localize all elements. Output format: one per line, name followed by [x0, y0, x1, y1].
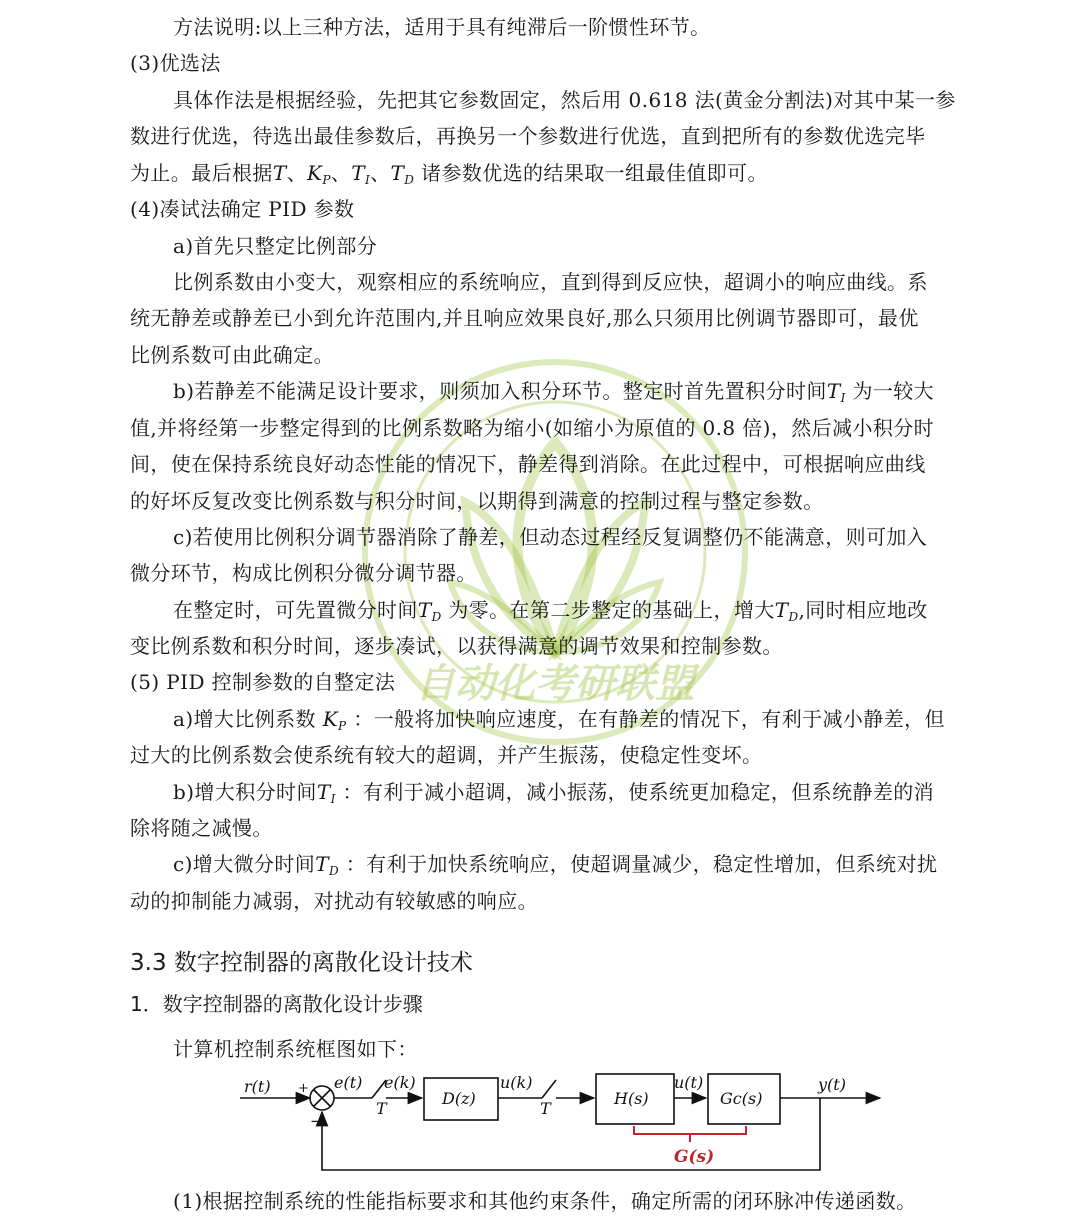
- text-fragment: ：一般将加快响应速度，在有静差的情况下，有利于减小静差，但: [353, 707, 945, 731]
- symbol-K: K: [306, 161, 323, 185]
- text-fragment: b)增大积分时间: [173, 780, 317, 804]
- subscript-I: I: [364, 173, 371, 187]
- heading-optimization-method: (3)优选法: [130, 51, 221, 75]
- text-line: 数进行优选，待选出最佳参数后，再换另一个参数进行优选，直到把所有的参数优选完毕: [130, 124, 926, 148]
- text-line-with-symbols: [173, 849, 937, 879]
- symbol-K: K: [322, 707, 339, 731]
- label-e-t: e(t): [334, 1073, 363, 1092]
- separator: 、: [330, 161, 352, 185]
- text-fragment: 为一较大: [852, 379, 935, 403]
- text-line-with-symbols: [173, 376, 934, 406]
- text-line: 除将随之减慢。: [130, 816, 273, 840]
- symbol-T: T: [826, 379, 841, 403]
- label-Gc-s: Gc(s): [720, 1089, 763, 1108]
- text-fragment: a)增大比例系数: [173, 707, 316, 731]
- text-line: 比例系数可由此确定。: [130, 343, 334, 367]
- text-line: 间，使在保持系统良好动态性能的情况下，静差得到消除。在此过程中，可根据响应曲线: [130, 452, 926, 476]
- subscript-D: D: [404, 173, 415, 187]
- watermark-seal-icon: [355, 352, 755, 752]
- symbol-T: T: [390, 161, 405, 185]
- separator: 、: [370, 161, 391, 185]
- label-u-k: u(k): [500, 1073, 533, 1092]
- text-fragment: c)增大微分时间: [173, 852, 316, 876]
- text-fragment: 诸参数优选的结果取一组最佳值即可。: [421, 161, 768, 185]
- text-line-with-symbols: [130, 158, 768, 188]
- text-line-with-symbols: [173, 595, 928, 625]
- label-plus: +: [298, 1081, 309, 1096]
- text-line: 动的抑制能力减弱，对扰动有较敏感的响应。: [130, 889, 538, 913]
- text-line: 具体作法是根据经验，先把其它参数固定，然后用 0.618 法(黄金分割法)对其中某一参: [173, 88, 956, 112]
- text-line: 比例系数由小变大，观察相应的系统响应，直到得到反应快，超调小的响应曲线。系: [173, 270, 928, 294]
- text-line: a)首先只整定比例部分: [173, 234, 378, 258]
- heading-trial-method: (4)凑试法确定 PID 参数: [130, 197, 355, 221]
- subscript-I: I: [330, 792, 336, 806]
- separator: 、: [286, 161, 307, 185]
- label-minus: −: [310, 1112, 323, 1130]
- subscript-D: D: [788, 610, 799, 624]
- label-sample-period: T: [540, 1099, 551, 1118]
- text-fragment: ：有利于加快系统响应，使超调量减少，稳定性增加，但系统对扰: [345, 852, 938, 876]
- symbol-T: T: [774, 598, 789, 622]
- text-line: 微分环节，构成比例积分微分调节器。: [130, 561, 477, 585]
- text-line: c)若使用比例积分调节器消除了静差，但动态过程经反复调整仍不能满意，则可加入: [173, 525, 928, 549]
- sampler-switch-icon: [542, 1080, 556, 1098]
- step-1: (1)根据控制系统的性能指标要求和其他约束条件，确定所需的闭环脉冲传递函数。: [173, 1189, 917, 1213]
- text-line: 方法说明:以上三种方法，适用于具有纯滞后一阶惯性环节。: [173, 15, 711, 39]
- text-fragment: 为零。在第二步整定的基础上，增大: [448, 598, 775, 622]
- subscript-I: I: [840, 391, 846, 405]
- symbol-T: T: [417, 598, 432, 622]
- section-heading: 3.3 数字控制器的离散化设计技术: [130, 950, 473, 976]
- symbol-T: T: [316, 780, 331, 804]
- text-fragment: 在整定时，可先置微分时间: [173, 598, 418, 622]
- label-G-s: G(s): [674, 1147, 715, 1167]
- label-sample-period: T: [376, 1099, 387, 1118]
- subsection-heading: 1．数字控制器的离散化设计步骤: [130, 992, 423, 1016]
- symbol-T: T: [272, 161, 287, 185]
- subscript-D: D: [328, 864, 339, 878]
- gs-bracket: [634, 1126, 746, 1134]
- subscript-D: D: [431, 610, 442, 624]
- text-fragment: ,同时相应地改: [798, 598, 928, 622]
- subscript-P: P: [338, 719, 347, 733]
- text-line: 的好坏反复改变比例系数与积分时间，以期得到满意的控制过程与整定参数。: [130, 489, 824, 513]
- label-H-s: H(s): [614, 1089, 649, 1108]
- label-D-z: D(z): [442, 1089, 476, 1108]
- label-u-t: u(t): [674, 1073, 704, 1092]
- heading-self-tuning: (5) PID 控制参数的自整定法: [130, 670, 396, 694]
- block-diagram: [230, 1066, 890, 1176]
- symbol-T: T: [351, 161, 365, 185]
- text-line: 统无静差或静差已小到允许范围内,并且响应效果良好,那么只须用比例调节器即可，最优: [130, 306, 919, 330]
- subscript-P: P: [322, 173, 331, 187]
- text-line: 值,并将经第一步整定得到的比例系数略为缩小(如缩小为原值的 0.8 倍)，然后减小积分时: [130, 416, 935, 440]
- text-fragment: 为止。最后根据: [130, 161, 273, 185]
- label-r: r(t): [244, 1077, 271, 1096]
- svg-text:自动化考研联盟: 自动化考研联盟: [415, 660, 695, 707]
- text-line-with-symbols: [173, 777, 934, 807]
- text-fragment: ：有利于减小超调，减小振荡，使系统更加稳定，但系统静差的消: [342, 780, 935, 804]
- label-e-k: e(k): [384, 1073, 416, 1092]
- label-y: y(t): [818, 1075, 846, 1094]
- diagram-intro: 计算机控制系统框图如下：: [173, 1037, 418, 1061]
- text-line: 过大的比例系数会使系统有较大的超调，并产生振荡，使稳定性变坏。: [130, 743, 763, 767]
- symbol-T: T: [315, 852, 329, 876]
- text-fragment: b)若静差不能满足设计要求，则须加入积分环节。整定时首先置积分时间: [173, 379, 827, 403]
- text-line-with-symbols: [173, 704, 945, 734]
- text-line: 变比例系数和积分时间，逐步凑试，以获得满意的调节效果和控制参数。: [130, 634, 783, 658]
